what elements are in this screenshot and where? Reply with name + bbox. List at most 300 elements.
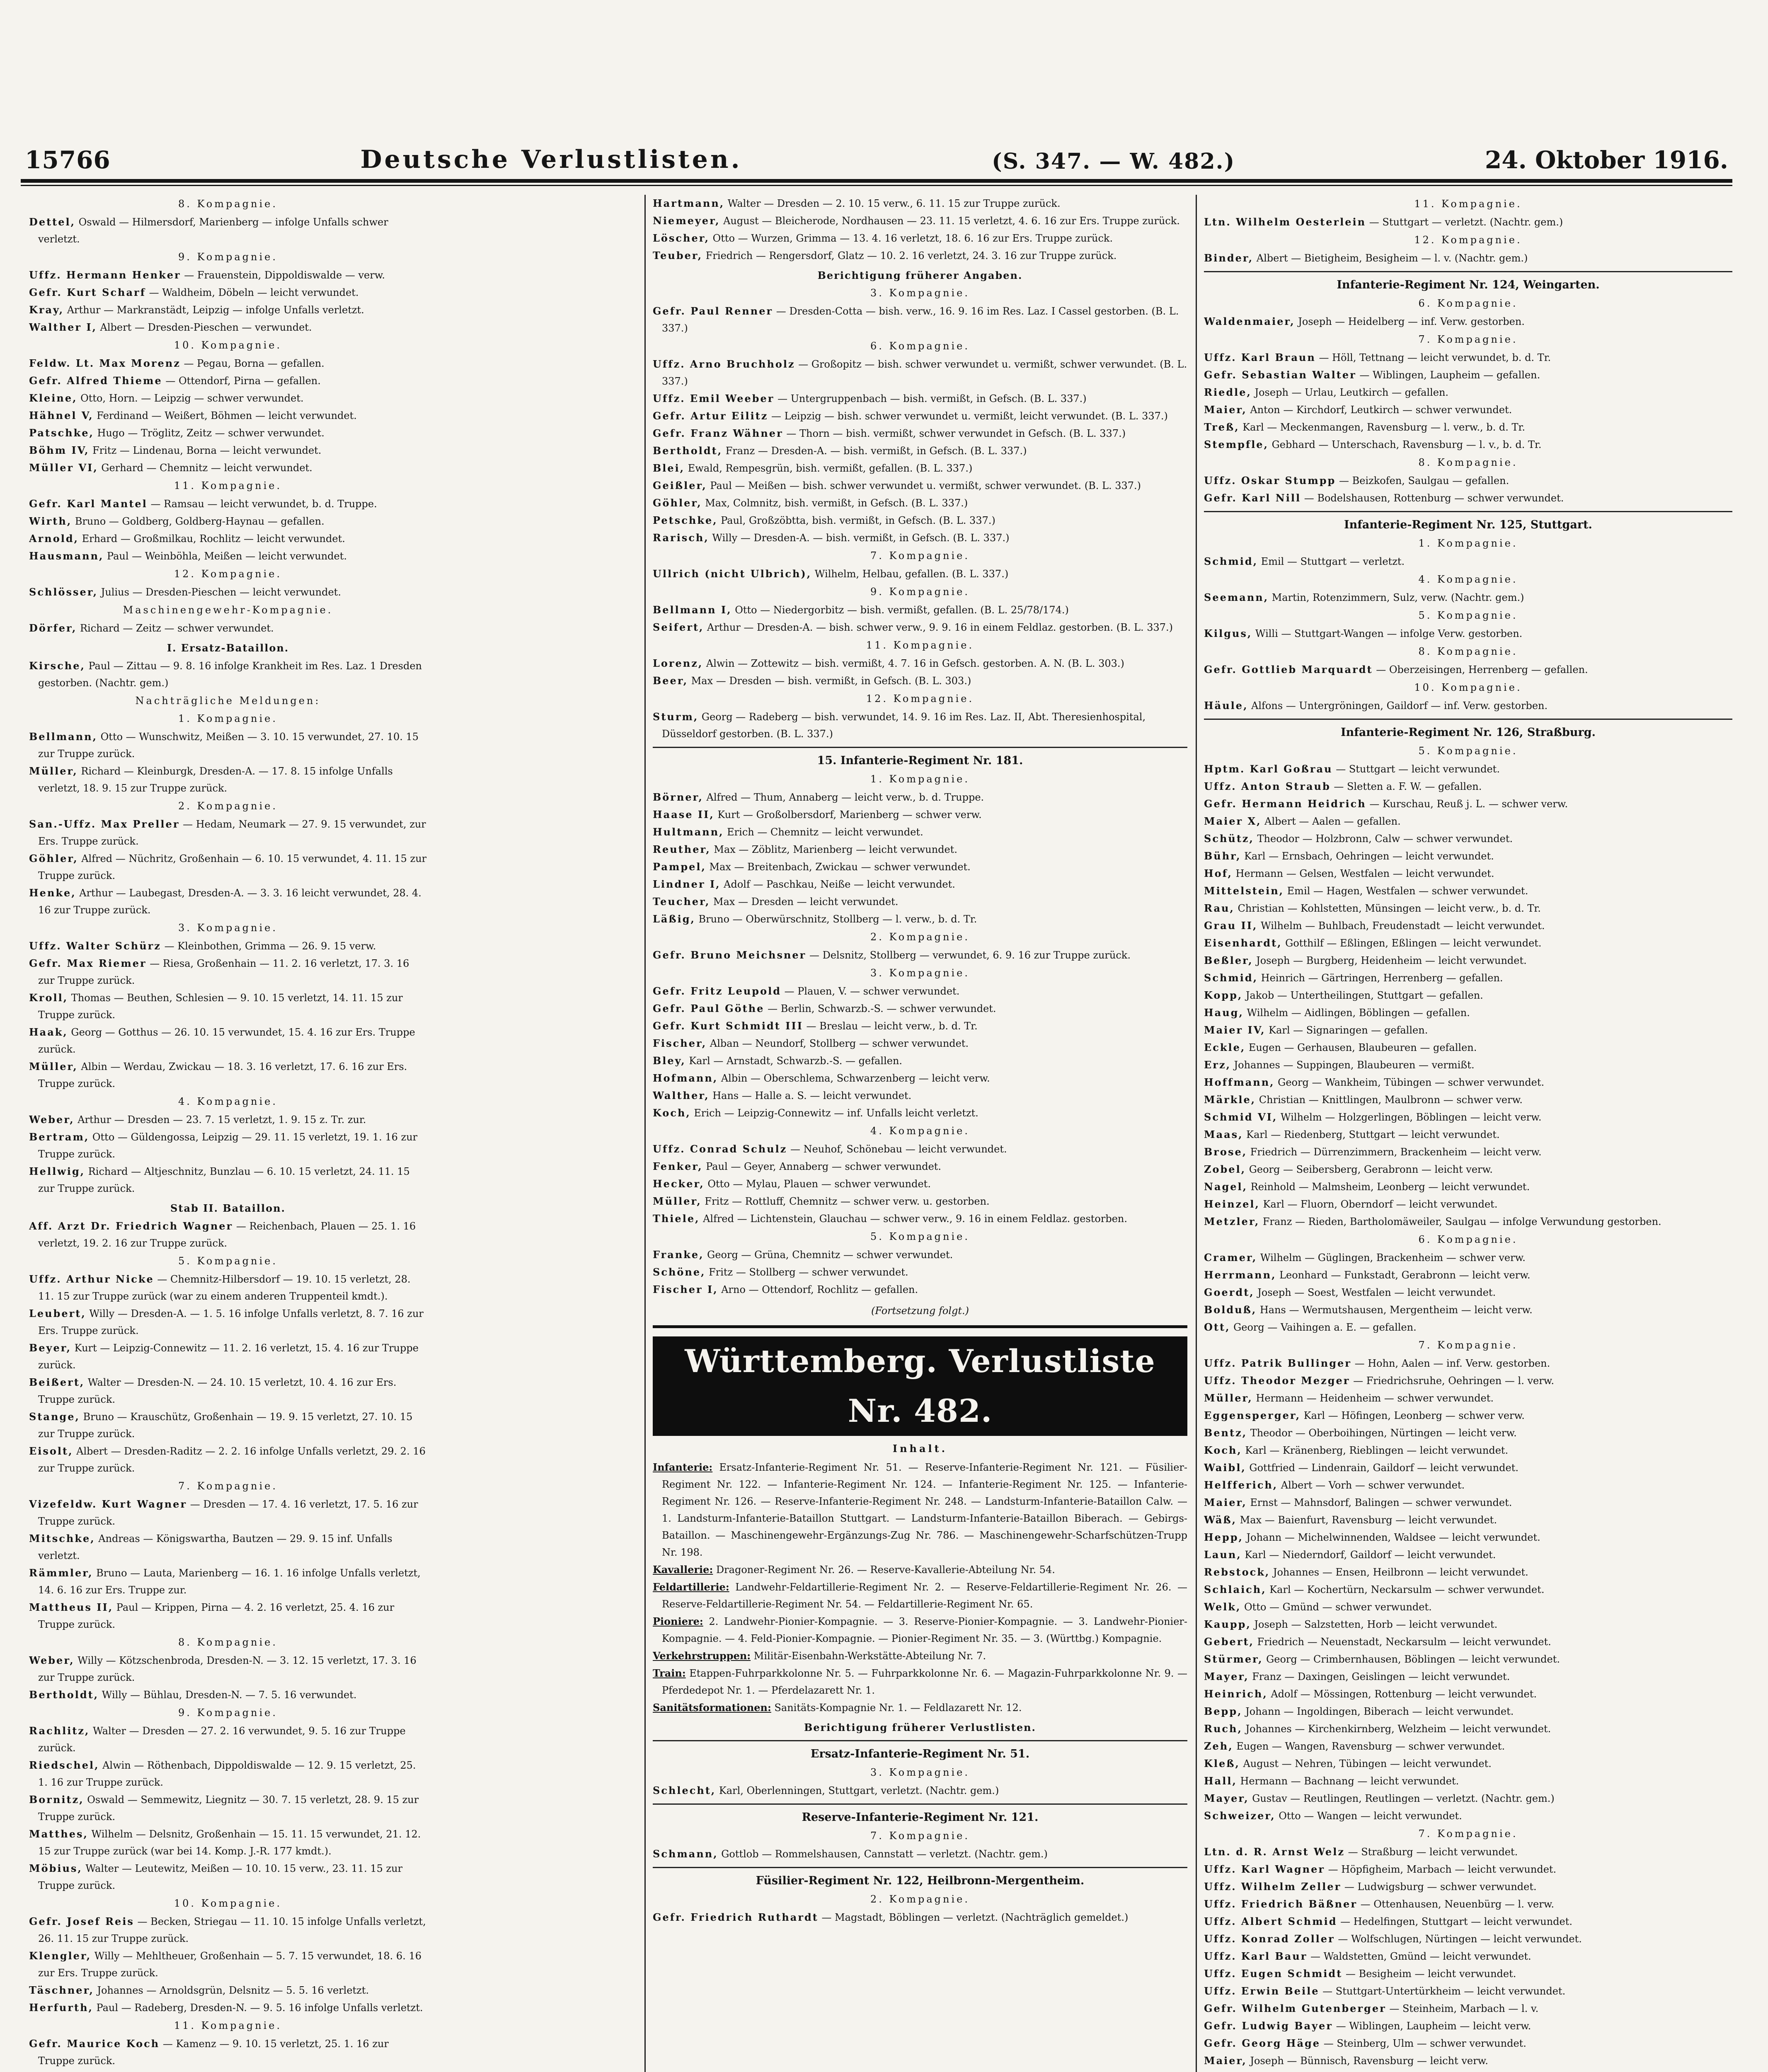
casualty-name: Grau II, — [1204, 920, 1258, 932]
casualty-entry — [653, 841, 1187, 858]
casualty-entry — [1204, 366, 1732, 384]
casualty-details: Paul — Radeberg, Dresden-N. — 9. 5. 16 infolge Unfalls verletzt. — [93, 2002, 423, 2014]
casualty-name: Reuther, — [653, 843, 711, 855]
company-heading: 8. Kompagnie. — [178, 198, 278, 210]
casualty-name: Dörfer, — [29, 622, 77, 634]
casualty-name: Ullrich (nicht Ulbrich), — [653, 568, 812, 580]
casualty-name: Hausmann, — [29, 550, 104, 562]
casualty-name: Müller VI, — [29, 462, 98, 474]
page-header — [25, 137, 1728, 174]
casualty-details: — Neuhof, Schönebau — leicht verwundet. — [787, 1143, 1007, 1155]
casualty-name: Nagel, — [1204, 1181, 1248, 1193]
casualty-name: Rau, — [1204, 902, 1235, 914]
casualty-entry — [1204, 795, 1732, 813]
casualty-details: — Straßburg — leicht verwundet. — [1344, 1846, 1518, 1858]
company-heading: 1. Kompagnie. — [870, 773, 970, 785]
casualty-name: Fischer I, — [653, 1283, 718, 1295]
casualty-name: Blei, — [653, 462, 685, 474]
casualty-details: Theodor — Oberboihingen, Nürtingen — leicht verw. — [1247, 1427, 1517, 1439]
casualty-entry — [1204, 865, 1732, 882]
casualty-entry — [653, 442, 1187, 460]
casualty-details: Johann — Ingoldingen, Biberach — leicht verwundet. — [1242, 1706, 1514, 1717]
casualty-name: Walther, — [653, 1089, 710, 1101]
casualty-details: Willy — Mehltheuer, Großenhain — 5. 7. 15 verwundet, 18. 6. 16 zur Ers. Truppe zurück. — [38, 1950, 421, 1979]
casualty-name: Brose, — [1204, 1146, 1247, 1158]
casualty-details: Hans — Wermutshausen, Mergentheim — leicht verw. — [1257, 1304, 1533, 1316]
casualty-entry — [1204, 1161, 1732, 1178]
casualty-details: Arthur — Markranstädt, Leipzig — infolge Unfalls verletzt. — [64, 304, 364, 316]
casualty-entry — [1204, 313, 1732, 330]
casualty-entry — [1204, 1895, 1732, 1913]
casualty-entry — [653, 195, 1187, 212]
casualty-details: Reinhold — Malmsheim, Leonberg — leicht verwundet. — [1247, 1181, 1530, 1193]
casualty-details: — Kurschau, Reuß j. L. — schwer verw. — [1366, 798, 1568, 810]
casualty-entry — [1204, 1755, 1732, 1772]
company-heading: 9. Kompagnie. — [870, 586, 970, 598]
casualty-name: Gefr. Max Riemer — [29, 957, 147, 969]
casualty-name: Ltn. Wilhelm Oesterlein — [1204, 216, 1366, 228]
casualty-name: Metzler, — [1204, 1215, 1260, 1227]
casualty-name: Hptm. Karl Goßrau — [1204, 763, 1333, 775]
casualty-entry — [653, 565, 1187, 583]
regiment-heading: Reserve-Infanterie-Regiment Nr. 121. — [802, 1811, 1039, 1824]
casualty-entry — [1204, 1249, 1732, 1266]
casualty-name: Schlecht, — [653, 1784, 716, 1796]
casualty-details: Albert — Dresden-Pieschen — verwundet. — [97, 322, 312, 333]
casualty-details: — Steinberg, Ulm — schwer verwundet. — [1320, 2038, 1526, 2049]
casualty-details: Paul — Weinböhla, Meißen — leicht verwundet. — [104, 550, 347, 562]
casualty-entry — [29, 390, 427, 407]
casualty-details: Max — Breitenbach, Zwickau — schwer verwundet. — [706, 861, 971, 873]
casualty-name: Binder, — [1204, 252, 1254, 264]
casualty-entry — [29, 1947, 427, 1982]
contents-category: Kavallerie: — [653, 1564, 713, 1576]
casualty-name: Ott, — [1204, 1321, 1230, 1333]
casualty-entry — [653, 1017, 1187, 1035]
casualty-name: Matthes, — [29, 1828, 88, 1840]
casualty-name: Müller, — [29, 1060, 78, 1072]
casualty-name: Hofmann, — [653, 1072, 718, 1084]
casualty-name: Schmid, — [1204, 555, 1258, 567]
column-3 — [1204, 195, 1732, 2072]
verlustliste-banner: Württemberg. Verlustliste Nr. 482. — [653, 1336, 1187, 1436]
casualty-details: Gottlob — Rommelshausen, Cannstatt — verletzt. (Nachtr. gem.) — [718, 1848, 1048, 1860]
casualty-name: Gefr. Karl Nill — [1204, 492, 1301, 504]
casualty-details: Ernst — Mahnsdorf, Balingen — schwer verwundet. — [1247, 1497, 1512, 1508]
casualty-entry — [1204, 934, 1732, 952]
casualty-name: Häule, — [1204, 700, 1248, 712]
casualty-entry — [1204, 1004, 1732, 1021]
casualty-details: Christian — Knittlingen, Maulbronn — schwer verw. — [1256, 1094, 1523, 1106]
casualty-entry — [1204, 1284, 1732, 1301]
casualty-details: Richard — Altjeschnitz, Bunzlau — 6. 10. 15 verletzt, 24. 11. 15 zur Truppe zurück. — [38, 1166, 410, 1194]
casualty-name: Bornitz, — [29, 1794, 84, 1806]
casualty-name: Gefr. Gottlieb Marquardt — [1204, 663, 1373, 675]
casualty-name: Geißler, — [653, 479, 707, 491]
casualty-name: Aff. Arzt Dr. Friedrich Wagner — [29, 1220, 233, 1232]
casualty-details: — Besigheim — leicht verwundet. — [1342, 1968, 1516, 1980]
casualty-entry — [653, 1000, 1187, 1017]
casualty-name: Kroll, — [29, 992, 68, 1004]
contents-paragraph — [653, 1459, 1187, 1561]
casualty-entry — [1204, 1738, 1732, 1755]
casualty-details: Johannes — Kirchenkirnberg, Welzheim — leicht verwundet. — [1242, 1723, 1551, 1735]
casualty-details: Alwin — Röthenbach, Dippoldiswalde — 12. 9. 15 verletzt, 25. 1. 16 zur Truppe zurück. — [38, 1760, 416, 1788]
casualty-entry — [1204, 1948, 1732, 1965]
casualty-details: — Ottendorf, Pirna — gefallen. — [162, 375, 321, 387]
company-heading: 9. Kompagnie. — [178, 251, 278, 263]
casualty-details: Bruno — Oberwürschnitz, Stollberg — l. verw., b. d. Tr. — [695, 913, 977, 925]
contents-paragraph — [653, 1578, 1187, 1613]
casualty-details: — Wolfschlugen, Nürtingen — leicht verwundet. — [1334, 1933, 1582, 1945]
casualty-name: Uffz. Karl Wagner — [1204, 1863, 1325, 1875]
casualty-name: Hall, — [1204, 1775, 1237, 1787]
casualty-entry — [653, 1281, 1187, 1298]
casualty-details: Georg — Vaihingen a. E. — gefallen. — [1230, 1322, 1417, 1333]
casualty-entry — [29, 728, 427, 762]
casualty-details: Joseph — Burgberg, Heidenheim — leicht verwundet. — [1253, 955, 1527, 966]
issue-date: 24. Oktober 1916. — [1485, 146, 1728, 174]
casualty-name: Bertholdt, — [653, 445, 723, 457]
casualty-details: Joseph — Urlau, Leutkirch — gefallen. — [1251, 387, 1449, 398]
casualty-entry — [653, 858, 1187, 876]
casualty-entry — [29, 989, 427, 1024]
casualty-details: Max — Baienfurt, Ravensburg — leicht verwundet. — [1237, 1514, 1497, 1526]
section-heading: Berichtigung früherer Verlustlisten. — [804, 1721, 1036, 1733]
casualty-details: Wilhelm, Helbau, gefallen. (B. L. 337.) — [811, 568, 1009, 580]
casualty-details: Fritz — Stollberg — schwer verwundet. — [705, 1266, 908, 1278]
casualty-entry — [653, 1035, 1187, 1052]
casualty-details: — Beizkofen, Saulgau — gefallen. — [1336, 475, 1509, 487]
company-heading: Maschinengewehr-Kompagnie. — [123, 604, 333, 616]
casualty-details: Emil — Hagen, Westfalen — schwer verwundet. — [1284, 885, 1528, 897]
casualty-entry — [29, 1860, 427, 1894]
casualty-name: Heinrich, — [1204, 1688, 1268, 1700]
casualty-entry — [29, 884, 427, 919]
casualty-details: Bruno — Goldberg, Goldberg-Haynau — gefallen. — [72, 516, 325, 527]
casualty-name: Hellwig, — [29, 1165, 85, 1177]
casualty-name: Eggensperger, — [1204, 1409, 1301, 1421]
casualty-details: — Höll, Tettnang — leicht verwundet, b. d. Tr. — [1315, 352, 1551, 363]
casualty-details: Johannes — Suppingen, Blaubeuren — vermißt. — [1230, 1059, 1475, 1071]
casualty-entry — [29, 266, 427, 284]
section-rule — [653, 747, 1187, 748]
casualty-details: Walter — Dresden — 2. 10. 15 verw., 6. 11. 15 zur Truppe zurück. — [724, 198, 1061, 209]
casualty-name: Maier, — [1204, 404, 1247, 416]
casualty-entry — [1204, 1878, 1732, 1895]
casualty-details: Alwin — Zottewitz — bish. vermißt, 4. 7. 16 in Gefsch. gestorben. A. N. (B. L. 303.) — [703, 658, 1124, 669]
casualty-details: Richard — Zeitz — schwer verwundet. — [77, 622, 274, 634]
company-heading: Nachträgliche Meldungen: — [135, 695, 321, 707]
casualty-details: Joseph — Soest, Westfalen — leicht verwundet. — [1254, 1287, 1496, 1298]
casualty-name: Uffz. Patrik Bullinger — [1204, 1357, 1351, 1369]
casualty-entry — [1204, 589, 1732, 606]
contents-text: Landwehr-Feldartillerie-Regiment Nr. 2. — Reserve-Feldartillerie-Regiment Nr. 26. — Reserve-Feldartillerie-Regiment Nr. 54. — Feldartillerie-Regiment Nr. 65. — [662, 1581, 1187, 1610]
casualty-details: Christian — Kohlstetten, Münsingen — leicht verw., b. d. Tr. — [1234, 903, 1541, 914]
casualty-name: Stange, — [29, 1411, 80, 1423]
casualty-entry — [29, 1825, 427, 1860]
casualty-name: Patschke, — [29, 427, 94, 439]
casualty-details: Gotthilf — Eßlingen, Eßlingen — leicht verwundet. — [1282, 937, 1542, 949]
casualty-name: Mayer, — [1204, 1670, 1249, 1682]
section-rule-thick — [653, 1325, 1187, 1328]
casualty-name: Gebert, — [1204, 1636, 1254, 1648]
casualty-name: Kleine, — [29, 392, 78, 404]
casualty-name: Thiele, — [653, 1213, 700, 1225]
casualty-details: Joseph — Salzstetten, Horb — leicht verwundet. — [1251, 1619, 1498, 1630]
casualty-entry — [1204, 1213, 1732, 1230]
casualty-details: Adolf — Mössingen, Rottenburg — leicht verwundet. — [1267, 1688, 1537, 1700]
casualty-name: Börner, — [653, 791, 703, 803]
casualty-entry — [29, 495, 427, 513]
casualty-details: — Stuttgart — leicht verwundet. — [1332, 763, 1500, 775]
company-heading: 1. Kompagnie. — [1418, 537, 1518, 549]
casualty-entry — [29, 1686, 427, 1704]
casualty-entry — [29, 955, 427, 989]
casualty-entry — [29, 513, 427, 530]
casualty-details: Karl, Oberlenningen, Stuttgart, verletzt. (Nachtr. gem.) — [716, 1785, 999, 1796]
casualty-name: Gefr. Georg Häge — [1204, 2037, 1321, 2049]
casualty-entry — [653, 230, 1187, 247]
casualty-entry — [653, 512, 1187, 529]
casualty-details: Emil — Stuttgart — verletzt. — [1258, 556, 1405, 567]
casualty-details: Johannes — Arnoldsgrün, Delsnitz — 5. 5. 16 verletzt. — [94, 1985, 369, 1996]
company-heading: 3. Kompagnie. — [870, 287, 970, 299]
casualty-entry — [1204, 1126, 1732, 1143]
casualty-entry — [1204, 419, 1732, 436]
casualty-details: Franz — Daxingen, Geislingen — leicht verwundet. — [1249, 1671, 1510, 1682]
casualty-details: Otto — Güldengossa, Leipzig — 29. 11. 15 verletzt, 19. 1. 16 zur Truppe zurück. — [38, 1131, 418, 1160]
casualty-name: Uffz. Konrad Zoller — [1204, 1933, 1335, 1945]
masthead-title: Deutsche Verlustlisten. — [360, 145, 742, 174]
casualty-entry — [1204, 1109, 1732, 1126]
casualty-entry — [29, 762, 427, 797]
casualty-entry — [653, 893, 1187, 910]
casualty-details: — Thorn — bish. vermißt, schwer verwundet in Gefsch. (B. L. 337.) — [783, 428, 1126, 439]
casualty-entry — [1204, 436, 1732, 453]
casualty-entry — [29, 1757, 427, 1791]
company-heading: 11. Kompagnie. — [174, 480, 282, 491]
casualty-details: — Riesa, Großenhain — 11. 2. 16 verletzt, 17. 3. 16 zur Truppe zurück. — [38, 958, 409, 986]
casualty-entry — [653, 390, 1187, 407]
casualty-name: Treß, — [1204, 421, 1240, 433]
casualty-entry — [29, 1058, 427, 1092]
casualty-name: Gefr. Bruno Meichsner — [653, 949, 806, 961]
casualty-name: Rämmler, — [29, 1567, 93, 1579]
casualty-details: Georg — Radeberg — bish. verwundet, 14. 9. 16 im Res. Laz. II, Abt. Theresienhospital, Düsseldorf gestorben. (B. L. 337.) — [662, 711, 1146, 740]
casualty-name: Herrmann, — [1204, 1269, 1276, 1281]
section-rule — [653, 1867, 1187, 1868]
casualty-details: Karl — Meckenmangen, Ravensburg — l. verw., b. d. Tr. — [1239, 421, 1525, 433]
casualty-name: Hepp, — [1204, 1531, 1243, 1543]
casualty-entry — [1204, 1807, 1732, 1825]
casualty-details: Arthur — Dresden — 23. 7. 15 verletzt, 1. 9. 15 z. Tr. zur. — [74, 1114, 366, 1126]
casualty-details: Walter — Dresden — 27. 2. 16 verwundet, 9. 5. 16 zur Truppe zurück. — [38, 1725, 406, 1754]
section-rule — [653, 1740, 1187, 1741]
casualty-name: Vizefeldw. Kurt Wagner — [29, 1498, 187, 1510]
casualty-details: Fritz — Rottluff, Chemnitz — schwer verw. u. gestorben. — [701, 1196, 990, 1207]
casualty-details: Karl — Arnstadt, Schwarzb.-S. — gefallen. — [685, 1055, 903, 1067]
casualty-entry — [1204, 778, 1732, 795]
contents-text: Ersatz-Infanterie-Regiment Nr. 51. — Reserve-Infanterie-Regiment Nr. 121. — Füsilier-Regiment Nr. 122. — Infanterie-Regiment Nr. 124. — Infanterie-Regiment Nr. 125. — Infanterie-Regiment Nr. 126. — Reserve-Infanterie-Regiment Nr. 248. — Landsturm-Infanterie-Bataillon Calw. — 1. Landsturm-Infanterie-Bataillon Stuttgart. — Landsturm-Infanterie-Bataillon Biberach. — Gebirgs-Bataillon. — Maschinengewehr-Ergänzungs-Zug Nr. 786. — Maschinengewehr-Scharfschützen-Trupp Nr. 198. — [662, 1462, 1187, 1558]
casualty-name: Henke, — [29, 887, 76, 899]
casualty-details: — Oberzeisingen, Herrenberg — gefallen. — [1373, 664, 1588, 675]
company-heading: 11. Kompagnie. — [1414, 198, 1522, 210]
casualty-entry — [29, 1408, 427, 1443]
casualty-details: Hugo — Tröglitz, Zeitz — schwer verwundet. — [94, 427, 325, 439]
casualty-details: Hermann — Gelsen, Westfalen — leicht verwundet. — [1232, 868, 1494, 879]
casualty-entry — [1204, 1982, 1732, 2000]
casualty-entry — [1204, 1074, 1732, 1091]
casualty-entry — [1204, 1529, 1732, 1546]
casualty-entry — [1204, 1389, 1732, 1407]
casualty-entry — [1204, 1511, 1732, 1529]
casualty-name: Zeh, — [1204, 1740, 1233, 1752]
company-heading: 12. Kompagnie. — [174, 568, 282, 580]
casualty-details: Albert — Bietigheim, Besigheim — l. v. (Nachtr. gem.) — [1253, 252, 1528, 264]
casualty-details: Karl — Riedenberg, Stuttgart — leicht verwundet. — [1243, 1129, 1500, 1140]
contents-text: 2. Landwehr-Pionier-Kompagnie. — 3. Reserve-Pionier-Kompagnie. — 3. Landwehr-Pionier-Kompagnie. — 4. Feld-Pionier-Kompagnie. — Pionier-Regiment Nr. 35. — 3. (Württbg.) Kompagnie. — [662, 1616, 1187, 1644]
casualty-entry — [29, 1305, 427, 1339]
casualty-details: Karl — Kränenberg, Rieblingen — leicht verwundet. — [1242, 1445, 1509, 1456]
casualty-details: — Becken, Striegau — 11. 10. 15 infolge Unfalls verletzt, 26. 11. 15 zur Truppe zurück. — [38, 1916, 426, 1944]
casualty-details: Ewald, Rempesgrün, bish. vermißt, gefallen. (B. L. 337.) — [685, 462, 973, 474]
casualty-details: — Höpfigheim, Marbach — leicht verwundet. — [1325, 1864, 1557, 1875]
casualty-name: Weber, — [29, 1113, 75, 1126]
casualty-name: Ltn. d. R. Arnst Welz — [1204, 1846, 1345, 1858]
casualty-name: Laun, — [1204, 1549, 1242, 1561]
casualty-entry — [1204, 1477, 1732, 1494]
casualty-entry — [1204, 489, 1732, 507]
company-heading: 7. Kompagnie. — [870, 550, 970, 562]
continuation-note: (Fortsetzung folgt.) — [871, 1305, 969, 1317]
casualty-name: Schöne, — [653, 1266, 706, 1278]
casualty-entry — [1204, 2017, 1732, 2035]
company-heading: 6. Kompagnie. — [1418, 298, 1518, 309]
casualty-details: — Ramsau — leicht verwundet, b. d. Truppe. — [147, 498, 377, 510]
casualty-details: Albert — Vorh — schwer verwundet. — [1278, 1479, 1465, 1491]
casualty-details: — Reichenbach, Plauen — 25. 1. 16 verletzt, 19. 2. 16 zur Truppe zurück. — [38, 1220, 416, 1249]
company-heading: 10. Kompagnie. — [174, 1898, 282, 1909]
casualty-name: Beißert, — [29, 1376, 85, 1388]
casualty-name: Gefr. Kurt Scharf — [29, 286, 146, 298]
casualty-name: Böhm IV, — [29, 444, 90, 456]
column-2 — [653, 195, 1187, 2072]
company-heading: 3. Kompagnie. — [870, 1767, 970, 1778]
casualty-details: Leonhard — Funkstadt, Gerabronn — leicht verw. — [1276, 1269, 1531, 1281]
casualty-details: Gustav — Reutlingen, Reutlingen — verletzt. (Nachtr. gem.) — [1249, 1793, 1555, 1804]
casualty-entry — [1204, 1651, 1732, 1668]
company-heading: 5. Kompagnie. — [178, 1255, 278, 1267]
casualty-entry — [1204, 1703, 1732, 1720]
casualty-name: Rebstock, — [1204, 1566, 1270, 1578]
casualty-details: Willy — Dresden-A. — 1. 5. 16 infolge Unfalls verletzt, 8. 7. 16 zur Ers. Truppe zurück. — [38, 1308, 424, 1336]
casualty-details: — Dresden — 17. 4. 16 verletzt, 17. 5. 16 zur Truppe zurück. — [38, 1498, 418, 1527]
casualty-entry — [29, 530, 427, 547]
casualty-entry — [653, 303, 1187, 337]
casualty-details: — Friedrichsruhe, Oehringen — l. verw. — [1350, 1375, 1555, 1387]
casualty-entry — [29, 1128, 427, 1163]
casualty-details: Heinrich — Gärtringen, Herrenberg — gefallen. — [1258, 972, 1503, 984]
casualty-name: Hartmann, — [653, 197, 725, 209]
casualty-entry — [1204, 1196, 1732, 1213]
company-heading: 7. Kompagnie. — [870, 1830, 970, 1842]
casualty-details: Willi — Stuttgart-Wangen — infolge Verw. gestorben. — [1252, 628, 1523, 639]
casualty-details: Karl — Höfingen, Leonberg — schwer verw. — [1301, 1410, 1525, 1421]
casualty-details: Erich — Chemnitz — leicht verwundet. — [724, 826, 923, 838]
casualty-entry — [1204, 1685, 1732, 1703]
casualty-details: — Hedam, Neumark — 27. 9. 15 verwundet, zur Ers. Truppe zurück. — [38, 818, 426, 847]
casualty-entry — [29, 1530, 427, 1564]
casualty-details: Karl — Ernsbach, Oehringen — leicht verwundet. — [1241, 850, 1494, 862]
casualty-details: — Kleinbothen, Grimma — 26. 9. 15 verw. — [161, 940, 376, 952]
section-heading: Berichtigung früherer Angaben. — [817, 269, 1023, 281]
casualty-entry — [29, 583, 427, 601]
casualty-entry — [1204, 401, 1732, 419]
casualty-entry — [1204, 760, 1732, 778]
casualty-entry — [653, 1087, 1187, 1104]
casualty-name: San.-Uffz. Max Preller — [29, 818, 180, 830]
casualty-name: Gefr. Josef Reis — [29, 1915, 134, 1927]
casualty-entry — [653, 494, 1187, 512]
company-heading: 6. Kompagnie. — [1418, 1234, 1518, 1245]
casualty-name: Teucher, — [653, 896, 710, 908]
page-number: 15766 — [25, 146, 111, 174]
casualty-details: — Sletten a. F. W. — gefallen. — [1330, 781, 1482, 792]
casualty-name: Eisenhardt, — [1204, 937, 1282, 949]
casualty-details: Franz — Rieden, Bartholomäweiler, Saulgau — infolge Verwundung gestorben. — [1259, 1216, 1661, 1227]
company-heading: 8. Kompagnie. — [178, 1636, 278, 1648]
casualty-entry — [1204, 813, 1732, 830]
casualty-entry — [653, 708, 1187, 743]
casualty-entry — [1204, 661, 1732, 678]
contents-category: Verkehrstruppen: — [653, 1650, 751, 1662]
casualty-name: Seemann, — [1204, 591, 1269, 603]
casualty-details: Theodor — Holzbronn, Calw — schwer verwundet. — [1254, 833, 1513, 845]
casualty-details: Hans — Halle a. S. — leicht verwundet. — [709, 1090, 912, 1101]
casualty-details: Oswald — Hilmersdorf, Marienberg — infolge Unfalls schwer verletzt. — [38, 216, 388, 245]
casualty-details: Karl — Niederndorf, Gaildorf — leicht verwundet. — [1241, 1549, 1496, 1561]
casualty-entry — [29, 1218, 427, 1252]
casualty-entry — [1204, 969, 1732, 987]
company-heading: 2. Kompagnie. — [178, 800, 278, 812]
contents-text: Etappen-Fuhrparkkolonne Nr. 5. — Fuhrparkkolonne Nr. 6. — Magazin-Fuhrparkkolonne Nr. 9. — Pferdedepot Nr. 1. — Pferdelazarett Nr. 1. — [662, 1668, 1187, 1696]
casualty-details: — Waldstetten, Gmünd — leicht verwundet. — [1307, 1951, 1531, 1962]
casualty-entry — [1204, 1143, 1732, 1161]
casualty-name: Maier, — [1204, 2055, 1247, 2067]
casualty-details: — Steinheim, Marbach — l. v. — [1386, 2003, 1539, 2014]
casualty-details: Walter — Dresden-N. — 24. 10. 15 verletzt, 10. 4. 16 zur Ers. Truppe zurück. — [38, 1377, 397, 1405]
contents-paragraph — [653, 1561, 1187, 1578]
casualty-entry — [29, 1111, 427, 1128]
casualty-name: Koch, — [653, 1107, 691, 1119]
casualty-name: Waibl, — [1204, 1462, 1246, 1474]
casualty-name: Hähnel V, — [29, 409, 94, 421]
casualty-name: Erz, — [1204, 1059, 1231, 1071]
casualty-entry — [1204, 2070, 1732, 2072]
casualty-name: Waldenmaier, — [1204, 315, 1295, 327]
casualty-entry — [1204, 952, 1732, 969]
casualty-details: Albin — Werdau, Zwickau — 18. 3. 16 verletzt, 17. 6. 16 zur Ers. Truppe zurück. — [38, 1061, 407, 1089]
casualty-entry — [653, 529, 1187, 547]
casualty-entry — [1204, 1424, 1732, 1442]
casualty-name: Mayer, — [1204, 1792, 1249, 1804]
casualty-details: Kurt — Leipzig-Connewitz — 11. 2. 16 verletzt, 15. 4. 16 zur Truppe zurück. — [38, 1342, 419, 1371]
casualty-entry — [29, 2070, 427, 2072]
casualty-name: Bühr, — [1204, 850, 1241, 862]
casualty-name: Maas, — [1204, 1128, 1243, 1140]
contents-paragraph — [653, 1665, 1187, 1699]
